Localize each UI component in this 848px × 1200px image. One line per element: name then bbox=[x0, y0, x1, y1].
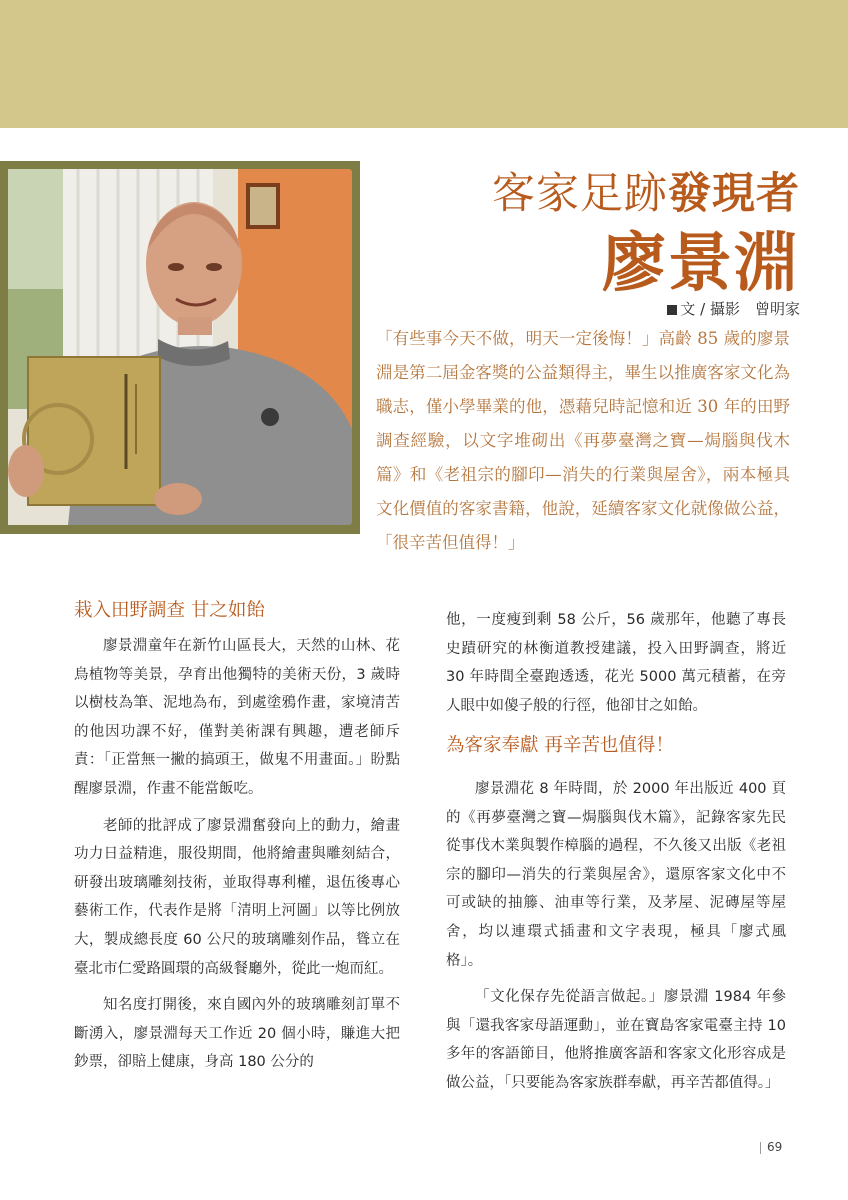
article-title-name: 廖景淵 bbox=[602, 227, 800, 301]
right-column bbox=[446, 606, 786, 1106]
top-color-band bbox=[0, 0, 848, 128]
body-paragraph: 「文化保存先從語言做起。」廖景淵 1984 年參與「還我客家母語運動」，並在寶島客家電臺主持 10 多年的客語節目，他將推廣客語和客家文化形容成是做公益，「只要能為客家族群奉獻，再辛苦都值得。」 bbox=[446, 989, 786, 1091]
byline-square-icon bbox=[667, 305, 677, 315]
section1-heading: 栽入田野調查 甘之如飴 bbox=[74, 600, 265, 621]
page-number-divider bbox=[760, 1142, 761, 1154]
photo-frame bbox=[0, 161, 360, 534]
body-paragraph-continued: 他，一度瘦到剩 58 公斤，56 歲那年，他聽了專長史蹟研究的林衡道教授建議，投入田野調查，將近 30 年時間全臺跑透透，花光 5000 萬元積蓄，在旁人眼中如傻子般的行徑，他卻甘之如飴。 bbox=[446, 612, 786, 714]
title-bold-part: 發現者 bbox=[668, 169, 800, 219]
page-number-text: 69 bbox=[767, 1140, 783, 1154]
body-paragraph: 廖景淵童年在新竹山區長大，天然的山林、花鳥植物等美景，孕育出他獨特的美術天份，3 歲時以樹枝為筆、泥地為布，到處塗鴉作畫，家境清苦的他因功課不好，僅對美術課有興趣，遭老師斥責：「正當無一撇的搞頭王，做鬼不用畫面。」盼點醒廖景淵，作畫不能當飯吃。 bbox=[74, 638, 400, 797]
byline bbox=[600, 298, 800, 319]
lead-paragraph: 「有些事今天不做，明天一定後悔！」高齡 85 歲的廖景淵是第二屆金客獎的公益類得主，畢生以推廣客家文化為職志，僅小學畢業的他，憑藉兒時記憶和近 30 年的田野調查經驗，以文字堆砌出《再夢臺灣之寶—焗腦與伐木篇》和《老祖宗的腳印—消失的行業與屋舍》，兩本極具文化價值的客家書籍，他說，延續客家文化就像做公益，「很辛苦但值得！」 bbox=[376, 329, 790, 552]
section2-heading: 為客家奉獻 再辛苦也值得！ bbox=[446, 735, 674, 757]
body-paragraph: 廖景淵花 8 年時間，於 2000 年出版近 400 頁的《再夢臺灣之寶—焗腦與伐木篇》，記錄客家先民從事伐木業與製作樟腦的過程，不久後又出版《老祖宗的腳印—消失的行業與屋舍》，還原客家文化中不可或缺的抽籐、油車等行業，及茅屋、泥磚屋等屋舍，均以連環式插畫和文字表現，極具「廖式風格」。 bbox=[446, 780, 786, 969]
portrait-photo bbox=[8, 169, 352, 525]
title-light-part: 客家足跡 bbox=[492, 169, 668, 219]
byline-text: 文 / 攝影 曾明家 bbox=[680, 300, 800, 318]
body-paragraph: 知名度打開後，來自國內外的玻璃雕刻訂單不斷湧入，廖景淵每天工作近 20 個小時，賺進大把鈔票，卻賠上健康，身高 180 公分的 bbox=[74, 997, 400, 1071]
article-title-line1 bbox=[440, 168, 800, 220]
body-paragraph: 老師的批評成了廖景淵奮發向上的動力，繪畫功力日益精進，服役期間，他將繪畫與雕刻結合，研發出玻璃雕刻技術，並取得專利權，退伍後專心藝術工作，代表作是將「清明上河圖」以等比例放大，製成總長度 60 公尺的玻璃雕刻作品，聳立在臺北市仁愛路圓環的高級餐廳外，從此一炮而紅。 bbox=[74, 817, 400, 977]
page-number bbox=[760, 1140, 782, 1154]
left-column bbox=[74, 632, 400, 1085]
